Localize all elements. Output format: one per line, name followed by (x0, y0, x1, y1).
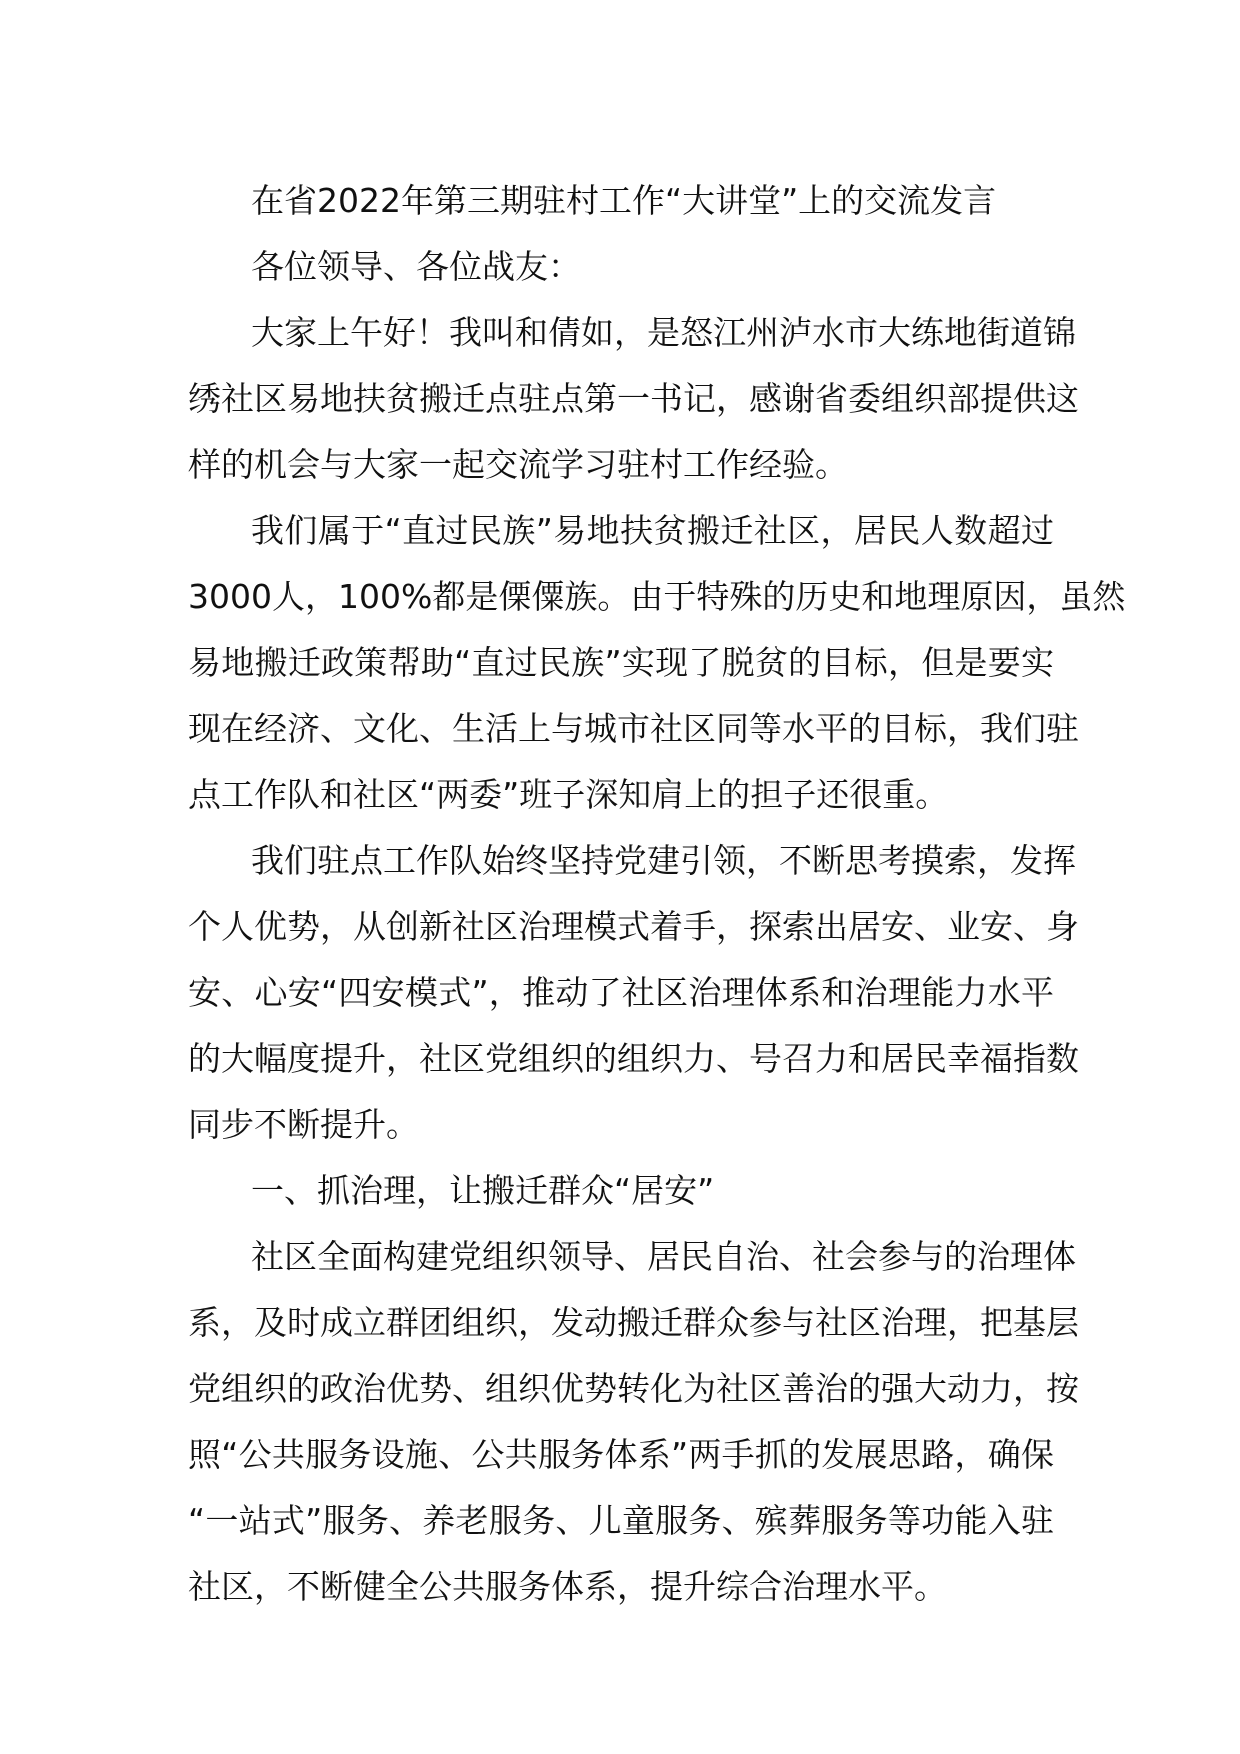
paragraph-line: 点工作队和社区“两委”班子深知肩上的担子还很重。 (188, 775, 949, 814)
paragraph-line: 党组织的政治优势、组织优势转化为社区善治的强大动力，按 (188, 1369, 1079, 1408)
paragraph-line: 安、心安“四安模式”，推动了社区治理体系和治理能力水平 (188, 973, 1054, 1012)
document-title: 在省2022年第三期驻村工作“大讲堂”上的交流发言 (251, 181, 997, 220)
paragraph-line: 照“公共服务设施、公共服务体系”两手抓的发展思路，确保 (188, 1435, 1054, 1474)
paragraph-line: “一站式”服务、养老服务、儿童服务、殡葬服务等功能入驻 (188, 1501, 1054, 1540)
paragraph-line: 社区全面构建党组织领导、居民自治、社会参与的治理体 (251, 1237, 1076, 1276)
paragraph-line: 样的机会与大家一起交流学习驻村工作经验。 (188, 445, 848, 484)
paragraph-line: 系，及时成立群团组织，发动搬迁群众参与社区治理，把基层 (188, 1303, 1079, 1342)
paragraph-line: 的大幅度提升，社区党组织的组织力、号召力和居民幸福指数 (188, 1039, 1079, 1078)
paragraph-line: 大家上午好！我叫和倩如，是怒江州泸水市大练地街道锦 (251, 313, 1076, 352)
paragraph-line: 我们属于“直过民族”易地扶贫搬迁社区，居民人数超过 (251, 511, 1054, 550)
salutation: 各位领导、各位战友： (251, 247, 581, 286)
paragraph-line: 易地搬迁政策帮助“直过民族”实现了脱贫的目标，但是要实 (188, 643, 1054, 682)
paragraph-line: 我们驻点工作队始终坚持党建引领，不断思考摸索，发挥 (251, 841, 1076, 880)
paragraph-line: 3000人，100%都是傈僳族。由于特殊的历史和地理原因，虽然 (188, 577, 1126, 616)
paragraph-line: 现在经济、文化、生活上与城市社区同等水平的目标，我们驻 (188, 709, 1079, 748)
paragraph-line: 社区，不断健全公共服务体系，提升综合治理水平。 (188, 1567, 947, 1606)
paragraph-line: 绣社区易地扶贫搬迁点驻点第一书记，感谢省委组织部提供这 (188, 379, 1079, 418)
document-page (188, 168, 1126, 1620)
section-heading: 一、抓治理，让搬迁群众“居安” (251, 1171, 715, 1210)
paragraph-line: 个人优势，从创新社区治理模式着手，探索出居安、业安、身 (188, 907, 1079, 946)
paragraph-line: 同步不断提升。 (188, 1105, 419, 1144)
